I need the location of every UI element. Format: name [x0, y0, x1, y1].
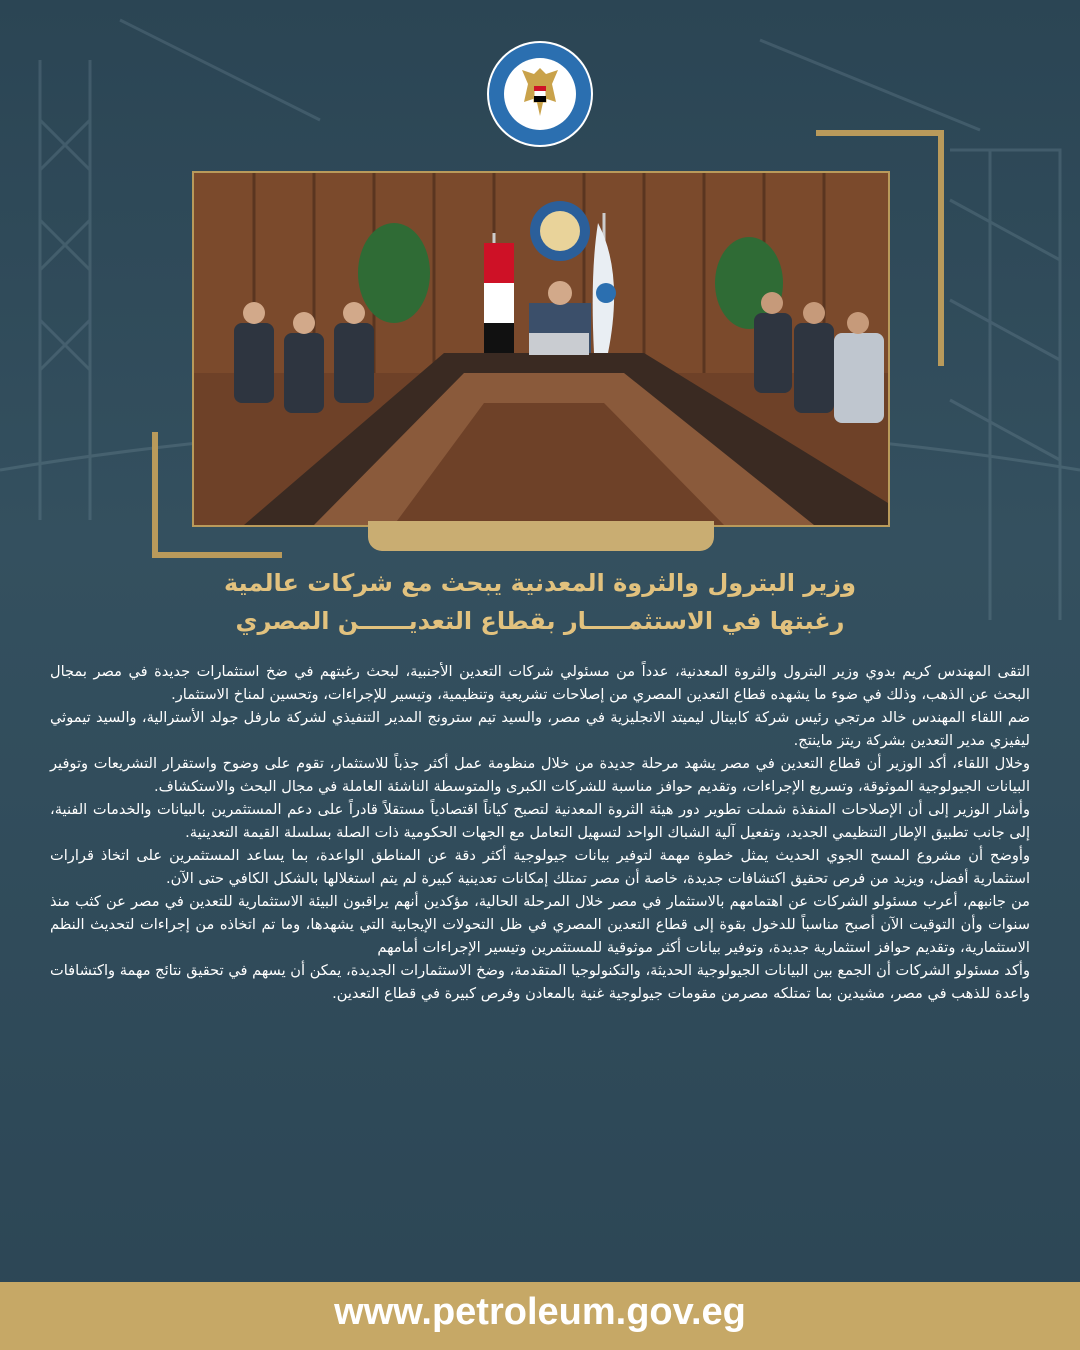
paragraph: وأكد مسئولو الشركات أن الجمع بين البيانات الجيولوجية الحديثة، والتكنولوجيا المتقدمة، وضخ الاستثمارات الجديدة، يمكن أن يسهم في تحقيق نتائج مهمة واكتشافات واعدة للذهب في مصر، مشيدين بما تمتلكه مصرمن مقومات جيولوجية غنية بالمعادن وفرص كبيرة في قطاع التعدين.: [50, 962, 1030, 1002]
photo-gold-tab: [368, 521, 714, 551]
paragraph: وأشار الوزير إلى أن الإصلاحات المنفذة شملت تطوير دور هيئة الثروة المعدنية لتصبح كياناً اقتصادياً مستقلاً قادراً على دعم المستثمرين بالبيانات والخدمات الفنية، إلى جانب تطبيق الإطار التنظيمي الجديد، وتفعيل آلية الشباك الواحد لتسهيل التعامل مع الجهات الحكومية ذات الصلة بسلسلة القيمة التعدينية.: [50, 801, 1030, 841]
headline-line-1: وزير البترول والثروة المعدنية يبحث مع شركات عالمية: [224, 569, 856, 597]
ministry-logo: [486, 40, 594, 148]
paragraph: ضم اللقاء المهندس خالد مرتجي رئيس شركة كابيتال ليميتد الانجليزية في مصر، والسيد تيم سترونج المدير التنفيذي لشركة مارفل جولد الأسترالية، والسيد تيموثي ليفيزي مدير التعدين بشركة ريتز ماينتج.: [50, 709, 1030, 749]
headline: [80, 564, 1000, 640]
article-body: [50, 660, 1030, 1005]
headline-line-2: رغبتها في الاستثمـــــار بقطاع التعديــــــن المصري: [235, 607, 845, 635]
paragraph: من جانبهم، أعرب مسئولو الشركات عن اهتمامهم بالاستثمار في مصر خلال المرحلة الحالية، مؤكدين أنهم يراقبون البيئة الاستثمارية للتعدين في مصر عن كثب منذ سنوات وأن التوقيت الآن أصبح مناسباً للدخول بقوة إلى قطاع التعدين المصري في ظل التحولات الإيجابية التي يشهدها، وما تم اتخاذه من إجراءات لتحديث النظم الاستثمارية، وتقديم حوافز استثمارية جديدة، وتوفير بيانات أكثر موثوقية للمستثمرين وتيسير الإجراءات أمامهم: [50, 893, 1030, 956]
paragraph: التقى المهندس كريم بدوي وزير البترول والثروة المعدنية، عدداً من مسئولي شركات التعدين الأجنبية، لبحث رغبتهم في ضخ استثمارات جديدة في مصر بمجال البحث عن الذهب، وذلك في ضوء ما يشهده قطاع التعدين المصري من إصلاحات تشريعية وتنظيمية، وتيسير للإجراءات، وتحسين لمناخ الاستثمار.: [50, 663, 1030, 703]
paragraph: وأوضح أن مشروع المسح الجوي الحديث يمثل خطوة مهمة لتوفير بيانات جيولوجية أكثر دقة عن المناطق الواعدة، بما يساعد المستثمرين على اتخاذ قرارات استثمارية أفضل، ويزيد من فرص تحقيق اكتشافات جديدة، خاصة أن مصر تمتلك إمكانات تعدينية كبيرة لم يتم استغلالها بالشكل الكافي حتى الآن.: [50, 847, 1030, 887]
website-url[interactable]: www.petroleum.gov.eg: [334, 1291, 746, 1333]
paragraph: وخلال اللقاء، أكد الوزير أن قطاع التعدين في مصر يشهد مرحلة جديدة من خلال منظومة عمل أكثر جذباً للاستثمار، تقوم على وضوح واستقرار التشريعات وتوفير البيانات الجيولوجية الموثوقة، وتسريع الإجراءات، وتقديم حوافز مناسبة للشركات الكبرى والمتوسطة الناشئة العاملة في مجال البحث والاستكشاف.: [50, 755, 1030, 795]
ministry-eagle-seal-icon: [486, 40, 594, 148]
meeting-photo: [192, 171, 890, 527]
